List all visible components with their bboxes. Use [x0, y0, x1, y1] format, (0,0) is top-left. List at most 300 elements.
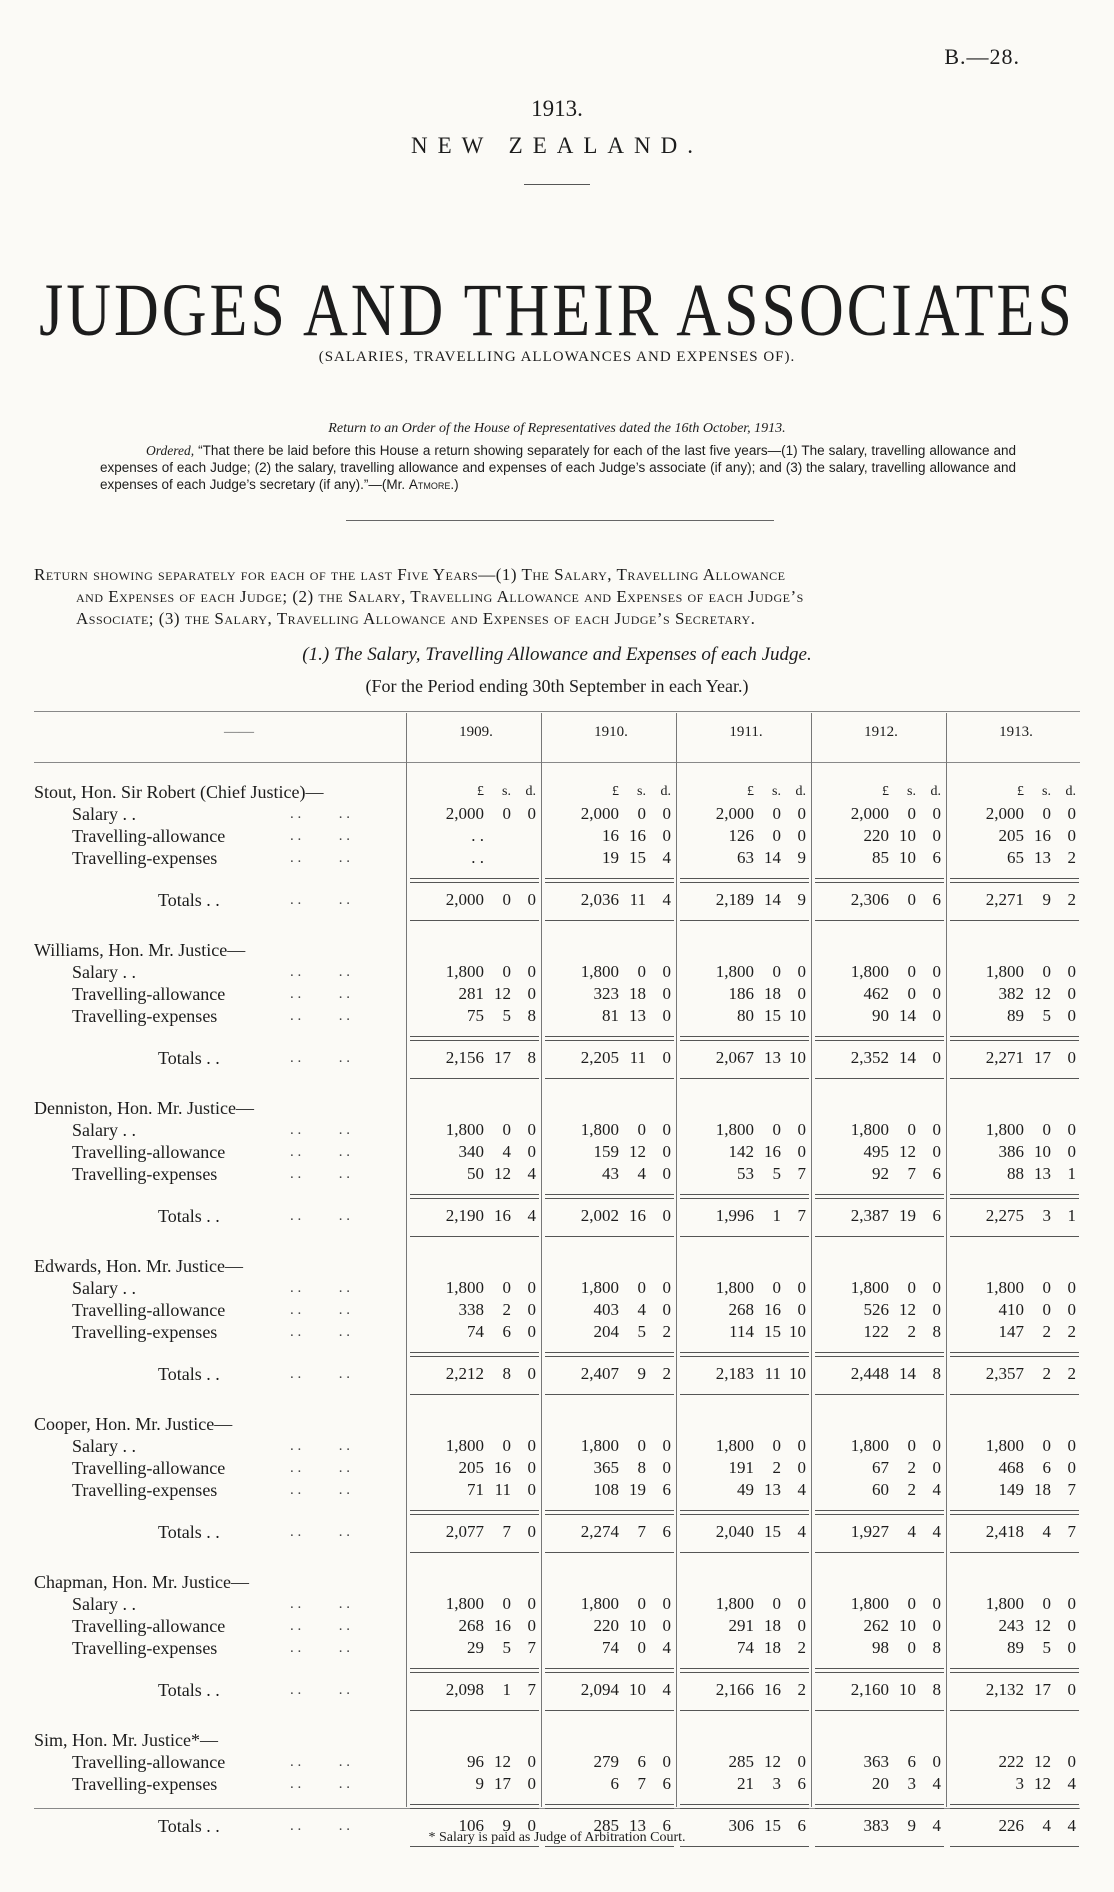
- shillings-cell: 3: [1042, 1206, 1051, 1225]
- shillings-cell: 0: [637, 1278, 646, 1297]
- section-rule: [410, 1078, 539, 1079]
- section-title: (1.) The Salary, Travelling Allowance and Expenses of each Judge.: [302, 644, 812, 665]
- totals-rule: [950, 1804, 1079, 1809]
- pounds-cell: 2,000: [445, 890, 484, 909]
- pounds-cell: 126: [728, 826, 754, 845]
- shillings-cell: 15: [764, 1322, 781, 1341]
- pounds-cell: 149: [998, 1480, 1024, 1499]
- shillings-cell: 7: [637, 1522, 646, 1541]
- pounds-cell: 50: [467, 1164, 484, 1183]
- shillings-cell: 15: [764, 1006, 781, 1025]
- pence-cell: 6: [932, 1164, 941, 1183]
- pounds-cell: 1,800: [445, 1120, 484, 1139]
- shillings-cell: 4: [637, 1300, 646, 1319]
- shillings-cell: 0: [502, 804, 511, 823]
- unit-label: £: [882, 784, 889, 799]
- pounds-cell: 338: [458, 1300, 484, 1319]
- ordered-word: Ordered,: [146, 443, 195, 458]
- document-year: 1913.: [531, 96, 583, 121]
- shillings-cell: 16: [629, 826, 646, 845]
- leader-dots: . . . .: [290, 1776, 350, 1792]
- section-rule: [950, 1078, 1079, 1079]
- pence-cell: 0: [797, 1142, 806, 1161]
- shillings-cell: 0: [502, 962, 511, 981]
- section-rule: [410, 1236, 539, 1237]
- shillings-cell: 16: [494, 1206, 511, 1225]
- section-rule: [680, 1394, 809, 1395]
- pence-cell: 0: [1067, 1458, 1076, 1477]
- pounds-cell: 204: [593, 1322, 619, 1341]
- pounds-cell: 2,000: [850, 804, 889, 823]
- column-divider: [406, 713, 407, 1807]
- pounds-cell: 2,205: [580, 1048, 619, 1067]
- pounds-cell: 80: [737, 1006, 754, 1025]
- pence-cell: 0: [1067, 1638, 1076, 1657]
- shillings-cell: 7: [502, 1522, 511, 1541]
- pence-cell: 0: [527, 1816, 536, 1835]
- pounds-cell: 90: [872, 1006, 889, 1025]
- shillings-cell: 0: [907, 1638, 916, 1657]
- unit-label: s.: [637, 784, 646, 799]
- shillings-cell: 13: [629, 1816, 646, 1835]
- pounds-cell: 1,800: [985, 1278, 1024, 1297]
- pence-cell: 6: [932, 848, 941, 867]
- shillings-cell: 0: [772, 1278, 781, 1297]
- shillings-cell: 0: [772, 1120, 781, 1139]
- section-rule: [950, 1394, 1079, 1395]
- pounds-cell: 106: [458, 1816, 484, 1835]
- section-rule: [950, 1236, 1079, 1237]
- pence-cell: 0: [932, 804, 941, 823]
- pence-cell: 4: [662, 848, 671, 867]
- pounds-cell: 186: [728, 984, 754, 1003]
- pounds-cell: 98: [872, 1638, 889, 1657]
- pence-cell: 0: [662, 1164, 671, 1183]
- section-rule: [815, 1552, 944, 1553]
- shillings-cell: 10: [899, 1616, 916, 1635]
- leader-dots: . . . .: [290, 1280, 350, 1296]
- unit-label: s.: [1042, 784, 1051, 799]
- pence-cell: 0: [932, 1436, 941, 1455]
- section-rule: [545, 920, 674, 921]
- totals-rule: [410, 1510, 539, 1515]
- pounds-cell: 205: [998, 826, 1024, 845]
- shillings-cell: 17: [1034, 1680, 1051, 1699]
- pence-cell: 0: [1067, 1680, 1076, 1699]
- pounds-cell: 2,067: [715, 1048, 754, 1067]
- pence-cell: 0: [1067, 1436, 1076, 1455]
- pounds-cell: 75: [467, 1006, 484, 1025]
- totals-label: Totals . .: [158, 1048, 220, 1068]
- section-rule: [410, 1846, 539, 1847]
- pence-cell: 2: [662, 1364, 671, 1383]
- leader-dots: . . . .: [290, 1122, 350, 1138]
- pence-cell: 2: [1067, 848, 1076, 867]
- pounds-cell: 410: [998, 1300, 1024, 1319]
- pounds-cell: 74: [737, 1638, 754, 1657]
- pounds-cell: 2,098: [445, 1680, 484, 1699]
- pence-cell: 0: [932, 1048, 941, 1067]
- pounds-cell: 1,800: [715, 1120, 754, 1139]
- shillings-cell: 13: [764, 1048, 781, 1067]
- shillings-cell: 0: [502, 1594, 511, 1613]
- pounds-cell: 1,800: [850, 1436, 889, 1455]
- row-label: Travelling-expenses: [72, 1322, 218, 1342]
- totals-label: Totals . .: [158, 1206, 220, 1226]
- section-rule: [410, 920, 539, 921]
- pounds-cell: 67: [872, 1458, 889, 1477]
- leader-dots: . . . .: [290, 1144, 350, 1160]
- leader-dots: . . . .: [290, 986, 350, 1002]
- pence-cell: 4: [932, 1480, 941, 1499]
- pounds-cell: 92: [872, 1164, 889, 1183]
- pounds-cell: 383: [863, 1816, 889, 1835]
- totals-rule: [815, 1804, 944, 1809]
- leader-dots: . . . .: [290, 1050, 350, 1066]
- row-label: Salary . .: [72, 1278, 136, 1298]
- section-rule: [545, 1552, 674, 1553]
- pence-cell: 8: [527, 1048, 536, 1067]
- shillings-cell: 16: [764, 1300, 781, 1319]
- section-rule: [950, 1846, 1079, 1847]
- shillings-cell: 12: [629, 1142, 646, 1161]
- pounds-cell: 65: [1007, 848, 1024, 867]
- shillings-cell: 2: [907, 1480, 916, 1499]
- return-heading-line-2: and Expenses of each Judge; (2) the Salary, Travelling Allowance and Expenses of each Judge’s: [76, 587, 804, 606]
- row-label: Travelling-allowance: [72, 1616, 226, 1636]
- country-heading: NEW ZEALAND.: [410, 133, 704, 158]
- pounds-cell: 2,418: [985, 1522, 1024, 1541]
- pence-cell: 0: [797, 1458, 806, 1477]
- section-rule: [680, 1710, 809, 1711]
- pence-cell: 0: [1067, 1006, 1076, 1025]
- pounds-cell: 2,387: [850, 1206, 889, 1225]
- shillings-cell: 15: [629, 848, 646, 867]
- totals-rule: [680, 1668, 809, 1673]
- pounds-cell: 19: [602, 848, 619, 867]
- pence-cell: 7: [527, 1680, 536, 1699]
- shillings-cell: 0: [1042, 1594, 1051, 1613]
- pounds-cell: 468: [998, 1458, 1024, 1477]
- pence-cell: 4: [527, 1164, 536, 1183]
- pence-cell: 6: [797, 1774, 806, 1793]
- leader-dots: . . . .: [290, 1640, 350, 1656]
- pence-cell: 4: [932, 1816, 941, 1835]
- shillings-cell: 5: [502, 1006, 511, 1025]
- shillings-cell: 9: [1042, 890, 1051, 909]
- period-note: (For the Period ending 30th September in each Year.): [365, 676, 749, 696]
- shillings-cell: 3: [772, 1774, 781, 1793]
- pence-cell: 0: [932, 1752, 941, 1771]
- shillings-cell: 19: [629, 1480, 646, 1499]
- pounds-cell: 2,002: [580, 1206, 619, 1225]
- totals-rule: [950, 1194, 1079, 1199]
- pence-cell: 4: [1067, 1816, 1076, 1835]
- pounds-cell: 2,352: [850, 1048, 889, 1067]
- shillings-cell: 2: [1042, 1322, 1051, 1341]
- shillings-cell: 16: [494, 1458, 511, 1477]
- pence-cell: 0: [797, 1120, 806, 1139]
- pence-cell: 4: [662, 1680, 671, 1699]
- unit-label: s.: [502, 784, 511, 799]
- pence-cell: 0: [797, 826, 806, 845]
- pence-cell: 0: [527, 1480, 536, 1499]
- section-rule: [680, 1552, 809, 1553]
- totals-rule: [950, 1510, 1079, 1515]
- pounds-cell: 81: [602, 1006, 619, 1025]
- shillings-cell: 5: [1042, 1006, 1051, 1025]
- pounds-cell: 96: [467, 1752, 484, 1771]
- shillings-cell: 1: [502, 1680, 511, 1699]
- pounds-cell: 1,800: [715, 1278, 754, 1297]
- pence-cell: 0: [932, 1278, 941, 1297]
- pounds-cell: 1,800: [985, 1594, 1024, 1613]
- pence-cell: 0: [527, 1300, 536, 1319]
- row-label: Travelling-allowance: [72, 1458, 226, 1478]
- unit-label: s.: [907, 784, 916, 799]
- pence-cell: 0: [662, 804, 671, 823]
- pounds-cell: 1,800: [580, 1120, 619, 1139]
- shillings-cell: 0: [502, 890, 511, 909]
- shillings-cell: 6: [907, 1752, 916, 1771]
- shillings-cell: 0: [1042, 1278, 1051, 1297]
- pounds-cell: 2,183: [715, 1364, 754, 1383]
- unit-label: d.: [1065, 784, 1076, 799]
- totals-rule: [680, 1194, 809, 1199]
- leader-dots: . . . .: [290, 1366, 350, 1382]
- shillings-cell: 2: [907, 1322, 916, 1341]
- pounds-cell: 1,800: [850, 1120, 889, 1139]
- section-rule: [950, 920, 1079, 921]
- shillings-cell: 3: [907, 1774, 916, 1793]
- row-label: Salary . .: [72, 1436, 136, 1456]
- pounds-cell: 74: [467, 1322, 484, 1341]
- shillings-cell: 0: [907, 804, 916, 823]
- pounds-cell: 114: [729, 1322, 754, 1341]
- pence-cell: 0: [662, 1616, 671, 1635]
- pence-cell: 6: [662, 1816, 671, 1835]
- section-rule: [410, 1710, 539, 1711]
- page-title: JUDGES AND THEIR ASSOCIATES: [39, 269, 1075, 353]
- pounds-cell: 220: [863, 826, 889, 845]
- pounds-cell: 88: [1007, 1164, 1024, 1183]
- pounds-cell: 291: [728, 1616, 754, 1635]
- unit-label: d.: [660, 784, 671, 799]
- pence-cell: 8: [932, 1680, 941, 1699]
- pounds-cell: 74: [602, 1638, 619, 1657]
- pounds-cell: 1,800: [985, 1120, 1024, 1139]
- shillings-cell: 0: [907, 1436, 916, 1455]
- pounds-cell: 60: [872, 1480, 889, 1499]
- leader-dots: . . . .: [290, 828, 350, 844]
- shillings-cell: 0: [907, 984, 916, 1003]
- shillings-cell: 13: [1034, 1164, 1051, 1183]
- pence-cell: 2: [797, 1638, 806, 1657]
- document-reference: B.—28.: [944, 44, 1020, 69]
- section-rule: [680, 1236, 809, 1237]
- pence-cell: 0: [527, 890, 536, 909]
- shillings-cell: 12: [764, 1752, 781, 1771]
- pence-cell: 4: [797, 1522, 806, 1541]
- pounds-cell: 222: [998, 1752, 1024, 1771]
- pence-cell: 0: [1067, 1616, 1076, 1635]
- pounds-cell: 147: [998, 1322, 1024, 1341]
- shillings-cell: 1: [772, 1206, 781, 1225]
- pounds-cell: 108: [593, 1480, 619, 1499]
- shillings-cell: 9: [502, 1816, 511, 1835]
- pounds-cell: 2,271: [985, 890, 1024, 909]
- totals-rule: [680, 1510, 809, 1515]
- pounds-cell: 2,040: [715, 1522, 754, 1541]
- pence-cell: 8: [932, 1364, 941, 1383]
- pounds-cell: 2,000: [715, 804, 754, 823]
- ordered-text: “That there be laid before this House a return showing separately for each of the last five years—(1) The salary, travelling allowance and expenses of each Judge; (2) the salary, travelling allowance and expenses of each Judge’s associate (if any); and (3) the salary, travelling allowance and expenses of each Judge’s secretary (if any).”—(Mr.: [100, 443, 1016, 492]
- totals-rule: [950, 1668, 1079, 1673]
- pounds-cell: 21: [737, 1774, 754, 1793]
- pence-cell: 0: [527, 1774, 536, 1793]
- year-header: 1913.: [999, 724, 1033, 740]
- pence-cell: 2: [662, 1322, 671, 1341]
- totals-label: Totals . .: [158, 1522, 220, 1542]
- pence-cell: 0: [662, 1048, 671, 1067]
- section-rule: [680, 1846, 809, 1847]
- totals-rule: [950, 878, 1079, 883]
- row-label: Travelling-expenses: [72, 1774, 218, 1794]
- shillings-cell: 0: [1042, 1436, 1051, 1455]
- shillings-cell: 12: [899, 1142, 916, 1161]
- pence-cell: 2: [1067, 1322, 1076, 1341]
- section-rule: [815, 1394, 944, 1395]
- leader-dots: . . . .: [290, 1438, 350, 1454]
- section-rule: [815, 1078, 944, 1079]
- pence-cell: 0: [1067, 1120, 1076, 1139]
- column-divider: [676, 713, 677, 1807]
- pounds-cell: 53: [737, 1164, 754, 1183]
- row-label: Travelling-allowance: [72, 1142, 226, 1162]
- shillings-cell: 18: [1034, 1480, 1051, 1499]
- pence-cell: 0: [932, 1142, 941, 1161]
- pence-cell: 0: [797, 984, 806, 1003]
- section-rule: [545, 1394, 674, 1395]
- shillings-cell: 15: [764, 1816, 781, 1835]
- unit-label: s.: [772, 784, 781, 799]
- unit-label: d.: [930, 784, 941, 799]
- pounds-cell: 205: [458, 1458, 484, 1477]
- pounds-cell: 2,036: [580, 890, 619, 909]
- pounds-cell: 2,000: [580, 804, 619, 823]
- shillings-cell: 16: [764, 1142, 781, 1161]
- pounds-cell: 85: [872, 848, 889, 867]
- pence-cell: 0: [527, 1752, 536, 1771]
- pence-cell: 9: [797, 848, 806, 867]
- pence-cell: 0: [527, 1522, 536, 1541]
- leader-dots: . . . .: [290, 1682, 350, 1698]
- shillings-cell: 13: [764, 1480, 781, 1499]
- totals-rule: [815, 878, 944, 883]
- leader-dots: . . . .: [290, 850, 350, 866]
- pounds-cell: 306: [728, 1816, 754, 1835]
- section-rule: [815, 1846, 944, 1847]
- pence-cell: 0: [797, 962, 806, 981]
- return-heading-line-1: Return showing separately for each of the last Five Years—(1) The Salary, Travelling Allowance: [34, 565, 786, 584]
- pence-cell: 0: [932, 1300, 941, 1319]
- shillings-cell: 12: [1034, 1616, 1051, 1635]
- pence-cell: 0: [797, 1594, 806, 1613]
- pounds-cell: 462: [863, 984, 889, 1003]
- shillings-cell: 12: [1034, 1752, 1051, 1771]
- totals-rule: [680, 878, 809, 883]
- pence-cell: 8: [932, 1638, 941, 1657]
- pence-cell: 0: [662, 1142, 671, 1161]
- row-label: Travelling-expenses: [72, 1638, 218, 1658]
- pounds-cell: 2,000: [985, 804, 1024, 823]
- shillings-cell: 0: [907, 890, 916, 909]
- leader-dots: . . . .: [290, 964, 350, 980]
- pence-cell: 7: [1067, 1522, 1076, 1541]
- pence-cell: 0: [1067, 804, 1076, 823]
- pence-cell: 0: [797, 1436, 806, 1455]
- pence-cell: 4: [932, 1522, 941, 1541]
- pounds-cell: 1,800: [580, 1278, 619, 1297]
- pence-cell: 4: [1067, 1774, 1076, 1793]
- shillings-cell: 18: [764, 1616, 781, 1635]
- shillings-cell: 2: [1042, 1364, 1051, 1383]
- totals-rule: [815, 1510, 944, 1515]
- row-label: Travelling-expenses: [72, 1006, 218, 1026]
- shillings-cell: 0: [772, 826, 781, 845]
- pounds-cell: 1,800: [850, 962, 889, 981]
- header-bottom-rule: [34, 762, 1080, 763]
- year-header: 1911.: [729, 724, 763, 740]
- section-rule: [410, 1552, 539, 1553]
- shillings-cell: 11: [629, 1048, 646, 1067]
- shillings-cell: 10: [899, 1680, 916, 1699]
- shillings-cell: 0: [772, 1594, 781, 1613]
- pounds-cell: 365: [593, 1458, 619, 1477]
- pence-cell: 0: [662, 1752, 671, 1771]
- unit-label: £: [612, 784, 619, 799]
- year-header: 1909.: [459, 724, 493, 740]
- shillings-cell: 14: [899, 1364, 916, 1383]
- section-rule: [950, 1710, 1079, 1711]
- totals-rule: [950, 1352, 1079, 1357]
- page-subtitle: (SALARIES, TRAVELLING ALLOWANCES AND EXPENSES OF).: [318, 349, 796, 365]
- shillings-cell: 0: [637, 962, 646, 981]
- shillings-cell: 14: [899, 1048, 916, 1067]
- pounds-cell: 268: [728, 1300, 754, 1319]
- pounds-cell: 142: [728, 1142, 754, 1161]
- shillings-cell: 13: [629, 1006, 646, 1025]
- pounds-cell: 382: [998, 984, 1024, 1003]
- pounds-cell: 386: [998, 1142, 1024, 1161]
- pounds-cell: 268: [458, 1616, 484, 1635]
- shillings-cell: 11: [494, 1480, 511, 1499]
- pounds-cell: 71: [467, 1480, 484, 1499]
- pence-cell: 0: [1067, 962, 1076, 981]
- pence-cell: 0: [1067, 1278, 1076, 1297]
- totals-rule: [815, 1668, 944, 1673]
- pounds-cell: 1,800: [445, 1278, 484, 1297]
- pounds-cell: 1,800: [580, 962, 619, 981]
- footnote: * Salary is paid as Judge of Arbitration Court.: [428, 1830, 686, 1845]
- pounds-cell: 226: [998, 1816, 1024, 1835]
- shillings-cell: 18: [764, 984, 781, 1003]
- shillings-cell: 19: [899, 1206, 916, 1225]
- shillings-cell: 16: [494, 1616, 511, 1635]
- pence-cell: 0: [662, 1436, 671, 1455]
- pounds-cell: 6: [610, 1774, 619, 1793]
- shillings-cell: 0: [1042, 804, 1051, 823]
